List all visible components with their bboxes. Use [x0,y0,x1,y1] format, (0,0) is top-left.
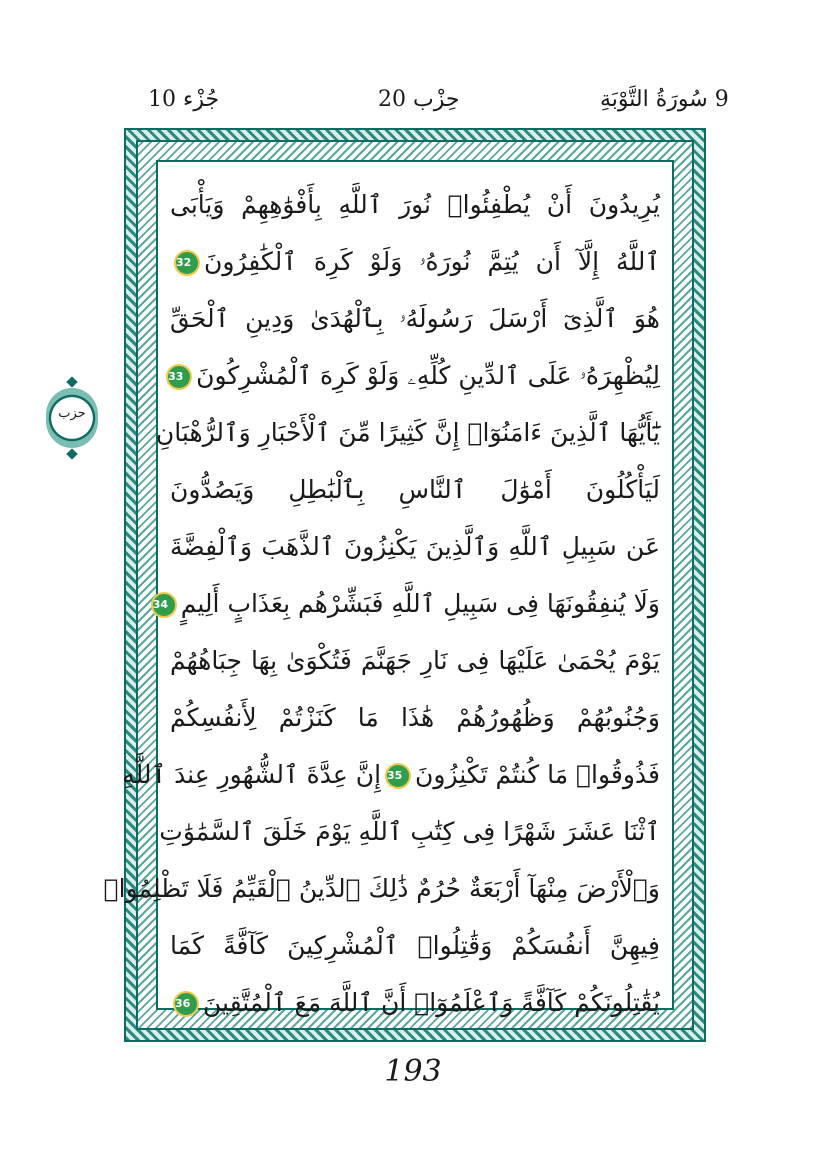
verse-line [170,347,660,404]
ayah-number-marker: 32 [174,250,200,276]
ayah-number-marker: 35 [385,763,411,789]
ayah-number-marker: 34 [151,592,177,618]
hizb-marker-label: حزب [58,406,86,421]
verse-line [122,746,660,803]
verse-line [170,974,660,1031]
verse-text: فَذُوقُوا۟ مَا كُنتُمْ تَكْنِزُونَ [415,760,660,789]
verse-line [103,860,660,917]
page-header [0,82,826,118]
verse-line [170,917,660,974]
ayah-number-marker: 36 [173,991,199,1017]
verse-line [170,290,660,347]
verse-text: هُوَ ٱلَّذِىٓ أَرْسَلَ رَسُولَهُۥ بِٱلْهُدَىٰ وَدِينِ ٱلْحَقِّ [170,304,660,333]
page-number: 193 [384,1054,442,1089]
verse-text: عَن سَبِيلِ ٱللَّهِ وَٱلَّذِينَ يَكْنِزُونَ ٱلذَّهَبَ وَٱلْفِضَّةَ [170,532,660,561]
verse-text: ٱثْنَا عَشَرَ شَهْرًا فِى كِتَٰبِ ٱللَّهِ يَوْمَ خَلَقَ ٱلسَّمَٰوَٰتِ [159,817,660,846]
ayah-number-marker: 33 [166,364,192,390]
marker-bottom-ornament [66,448,77,459]
marker-top-ornament [66,376,77,387]
verse-line [152,575,660,632]
verse-text: لِيُظْهِرَهُۥ عَلَى ٱلدِّينِ كُلِّهِۦ وَلَوْ كَرِهَ ٱلْمُشْرِكُونَ [196,361,660,390]
verse-text: يُقَٰتِلُونَكُمْ كَآفَّةً وَٱعْلَمُوٓا۟ أَنَّ ٱللَّهَ مَعَ ٱلْمُتَّقِينَ [203,988,660,1017]
hizb-marker-icon [42,376,102,460]
verse-text: ٱللَّهُ إِلَّآ أَن يُتِمَّ نُورَهُۥ وَلَوْ كَرِهَ ٱلْكَٰفِرُونَ [204,247,660,276]
verse-line [170,632,660,689]
verse-text: وَٱلْأَرْضَ مِنْهَآ أَرْبَعَةٌ حُرُمٌ ذَٰلِكَ ٱلدِّينُ ٱلْقَيِّمُ فَلَا تَظْلِمُوا۟ [103,874,660,903]
verse-line [170,233,660,290]
verse-lines [103,176,660,1017]
verse-text: وَلَا يُنفِقُونَهَا فِى سَبِيلِ ٱللَّهِ فَبَشِّرْهُم بِعَذَابٍ أَلِيمٍ [180,589,660,618]
verse-text: فِيهِنَّ أَنفُسَكُمْ وَقَٰتِلُوا۟ ٱلْمُشْرِكِينَ كَآفَّةً كَمَا [170,931,660,960]
verse-text: يَٰٓأَيُّهَا ٱلَّذِينَ ءَامَنُوٓا۟ إِنَّ كَثِيرًا مِّنَ ٱلْأَحْبَارِ وَٱلرُّهْبَانِ [155,418,660,447]
verse-text: لَيَأْكُلُونَ أَمْوَٰلَ ٱلنَّاسِ بِٱلْبَٰطِلِ وَيَصُدُّونَ [170,475,660,504]
verse-line [159,803,660,860]
verse-text: إِنَّ عِدَّةَ ٱلشُّهُورِ عِندَ ٱللَّهِ [122,760,382,789]
decorative-frame [103,128,706,1042]
verse-text: يُرِيدُونَ أَنْ يُطْفِئُوا۟ نُورَ ٱللَّهِ بِأَفْوَٰهِهِمْ وَيَأْبَى [170,190,660,219]
verse-line [170,689,660,746]
hizb-label: حِزْب 20 [378,87,460,112]
verse-line [170,518,660,575]
text-panel [103,160,674,1017]
verse-line [170,176,660,233]
verse-line [170,461,660,518]
juz-label: جُزْء 10 [148,87,220,112]
verse-line [155,404,660,461]
surah-title: 9 سُورَةُ التَّوْبَةِ [600,87,729,112]
verse-text: وَجُنُوبُهُمْ وَظُهُورُهُمْ هَٰذَا مَا كَنَزْتُمْ لِأَنفُسِكُمْ [170,703,660,732]
verse-text: يَوْمَ يُحْمَىٰ عَلَيْهَا فِى نَارِ جَهَنَّمَ فَتُكْوَىٰ بِهَا جِبَاهُهُمْ [170,646,660,675]
